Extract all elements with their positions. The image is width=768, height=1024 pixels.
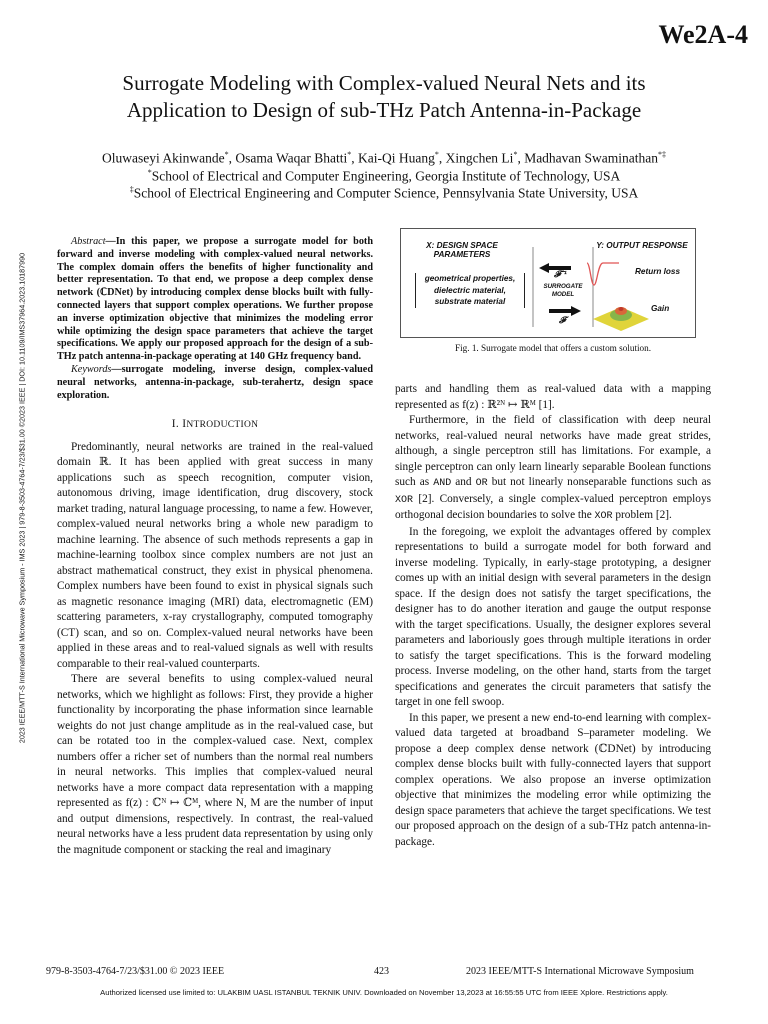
intro-paragraph-5: In this paper, we present a new end-to-end learning with complex-valued data targeted at broadband S–parameter modeling. We propose a deep complex dense network (ℂDNet) by introducing complex dense blocks built with fully-connected layers that support complex operations. We also propose an inverse optimization objective that minimizes the modeling error while optimizing the design space parameters that achieve the target specifications. We test our proposed approach on the design of a sub-THz patch antenna-in-package.	[395, 711, 711, 848]
affiliation-mark: *	[147, 168, 152, 177]
abstract	[57, 236, 373, 364]
inverse-label: 𝓕⁻¹	[554, 269, 567, 279]
design-param-item: geometrical properties,	[424, 274, 516, 283]
paragraph-text: [2]. Conversely, a single complex-valued perceptron employs orthogonal decision boundaries to solve the	[395, 492, 712, 521]
paper-title	[0, 70, 768, 124]
design-space-title-line-2: PARAMETERS	[433, 250, 491, 259]
intro-paragraph-2-continued: parts and handling them as real-valued data with a mapping represented as f(z) : ℝ²ᴺ ↦ ℝᴹ [1].	[395, 383, 711, 411]
keywords	[57, 364, 373, 402]
design-space-title-line-1: X: DESIGN SPACE	[426, 241, 498, 250]
section-title-cap: I	[182, 418, 187, 431]
affiliation-mark: ‡	[129, 185, 134, 194]
author-mark: *	[434, 150, 439, 159]
paragraph-text: and	[455, 476, 472, 488]
author-name: Madhavan Swaminathan	[524, 150, 659, 166]
keywords-label: Keywords	[71, 363, 112, 375]
author-mark: *	[513, 150, 518, 159]
code-xor: XOR	[594, 511, 613, 522]
affiliation-2	[0, 181, 768, 203]
intro-paragraph-2: There are several benefits to using complex-valued neural networks, which we highlight as follows: First, they provide a higher functionality by incorporating the phase information since learnable weights do not just change amplitude as in the real-valued case, but can be rotated too in the complex-valued case. Next, complex numbers offer a richer set of numbers than the normal real numbers in neural networks. This implies that complex-valued neural networks have a more compact data representation with a mapping represented as f(z) : ℂᴺ ↦ ℂᴹ, where N, M are the number of input and output dimensions, respectively. In contrast, the real-valued neural networks have a less prudent data representation by using only the magnitude component or stacking the real and imaginary	[57, 673, 373, 856]
footer-conference: 2023 IEEE/MTT-S International Microwave Symposium	[466, 966, 694, 977]
design-parameters-list	[415, 273, 525, 308]
title-line-1: Surrogate Modeling with Complex-valued Neural Nets and its	[122, 71, 646, 95]
surrogate-label-line-2: MODEL	[551, 291, 575, 298]
keywords-text: surrogate modeling, inverse design, complex-valued neural networks, antenna-in-package, sub-terahertz, design space exploration.	[57, 363, 373, 401]
publication-sidebar	[17, 185, 27, 810]
access-note: Authorized licensed use limited to: ULAKBIM UASL ISTANBUL TEKNIK UNIV. Downloaded on November 13,2023 at 16:55:55 UTC from IEEE Xplore. Restrictions apply.	[100, 988, 668, 997]
gain-label: Gain	[651, 304, 670, 313]
return-loss-curve	[587, 263, 619, 285]
code-or: OR	[475, 478, 488, 489]
intro-paragraph-1: Predominantly, neural networks are trained in the real-valued domain ℝ. It has been applied with great success in many applications such as speech recognition, computer vision, autonomous driving, image identification, drug discovery, stock market trading, natural language processing, to name a few. However, complex-valued neural networks bring a whole new paradigm to machine learning. The absence of such methods represents a gap in machine-learning toolbox since complex numbers are not just an abstract mathematical construct, they exist in physical phenomena. Complex numbers have been found to exist in physical signals such as magnetic resonance imaging (MRI) data, electromagnetic (EM) scattering parameters, x-ray crystallography, computed tomography (CT) scan, and so on. Complex-valued neural networks have been applied in these areas and to real-valued signals as well with results comparable to their real-valued counterparts.	[57, 440, 373, 670]
page-number: 423	[374, 966, 389, 977]
surrogate-label-line-1: SURROGATE	[543, 283, 583, 290]
abstract-label: Abstract	[71, 236, 106, 247]
return-loss-label: Return loss	[635, 267, 681, 276]
author-name: Kai-Qi Huang	[357, 150, 435, 166]
gain-pattern-plot	[589, 291, 653, 333]
paper-id: We2A-4	[658, 20, 748, 49]
affiliation-text: School of Electrical Engineering and Computer Science, Pennsylvania State University, USA	[133, 185, 639, 201]
intro-paragraph-3	[395, 413, 711, 525]
paragraph-text: but not linearly nonseparable functions such as	[491, 476, 712, 488]
return-loss-plot	[585, 255, 621, 289]
intro-paragraph-4: In the foregoing, we exploit the advantages offered by complex representations to build a surrogate model for both forward and inverse modeling. Typically, in early-stage prototyping, a designer comes up with an initial design with several parameters in the design space. If the design does not satisfy the target specifications, the designer has to do another iteration and gauge the output response with the target specifications. Usually, the designer explores several parameters and laboriously goes through multiple iterations in order to satisfy the target specifications. This is the forward modeling process. Inverse modeling, on the other hand, starts from the target specifications and generates the circuit parameters that satisfy the target in one fell swoop.	[395, 525, 711, 708]
section-heading-introduction	[57, 417, 373, 434]
design-param-item: dielectric material,	[434, 285, 506, 295]
author-name: Osama Waqar Bhatti	[235, 150, 348, 166]
sidebar-text: 2023 IEEE/MTT-S International Microwave Symposium - IMS 2023 | 979-8-3503-4764-7/23/$31.00 ©2023 IEEE | DOI: 10.1109/IMS37964.2023.10187990	[17, 252, 27, 743]
output-response-title: Y: OUTPUT RESPONSE	[596, 241, 688, 250]
affiliation-text: School of Electrical and Computer Engineering, Georgia Institute of Technology, USA	[151, 168, 621, 184]
paragraph-text: problem [2].	[615, 509, 672, 521]
design-param-item: substrate material	[434, 297, 506, 306]
section-number: I.	[171, 418, 180, 431]
section-title-rest: NTRODUCTION	[186, 420, 259, 431]
title-line-2: Application to Design of sub-THz Patch Antenna-in-Package	[126, 98, 642, 122]
author-mark: *‡	[658, 150, 667, 159]
footer-isbn: 979-8-3503-4764-7/23/$31.00 © 2023 IEEE	[46, 966, 225, 977]
abstract-dash: —	[105, 236, 116, 247]
code-and: AND	[433, 478, 452, 489]
abstract-text: In this paper, we propose a surrogate model for both forward and inverse modeling with complex-valued neural networks. The complex domain offers the benefits of higher functionality and better representation. To that end, we propose a deep complex dense network (ℂDNet) by introducing complex dense blocks built with fully-connected layers that support complex operations. We further propose an inverse optimization objective that minimizes the modeling error while optimizing the design space parameters that achieve the target specifications. We apply our proposed approach for the design of a sub-THz patch antenna-in-package operating at 140 GHz frequency band.	[57, 236, 373, 363]
right-column	[395, 382, 711, 850]
code-xor: XOR	[395, 494, 414, 506]
forward-label: 𝓕	[559, 315, 566, 325]
author-mark: *	[224, 150, 229, 159]
author-mark: *	[347, 150, 352, 159]
design-space-title	[419, 241, 505, 259]
author-name: Xingchen Li	[445, 150, 514, 166]
figure-1	[400, 228, 696, 338]
left-column	[57, 236, 373, 858]
figure-caption: Fig. 1. Surrogate model that offers a custom solution.	[454, 343, 652, 353]
keywords-dash: —	[111, 363, 122, 375]
author-name: Oluwaseyi Akinwande	[101, 150, 225, 166]
author-list: Oluwaseyi Akinwande*, Osama Waqar Bhatti*, Kai-Qi Huang*, Xingchen Li*, Madhavan Swaminathan*‡	[101, 150, 667, 166]
paragraph-text: Furthermore, in the field of classification with deep neural networks, real-valued neural networks have made great strides, although, a single perceptron still has limitations. For example, a single perceptron can only learn linearly separable Boolean functions such as	[395, 414, 711, 488]
gain-peak-core	[619, 307, 624, 311]
